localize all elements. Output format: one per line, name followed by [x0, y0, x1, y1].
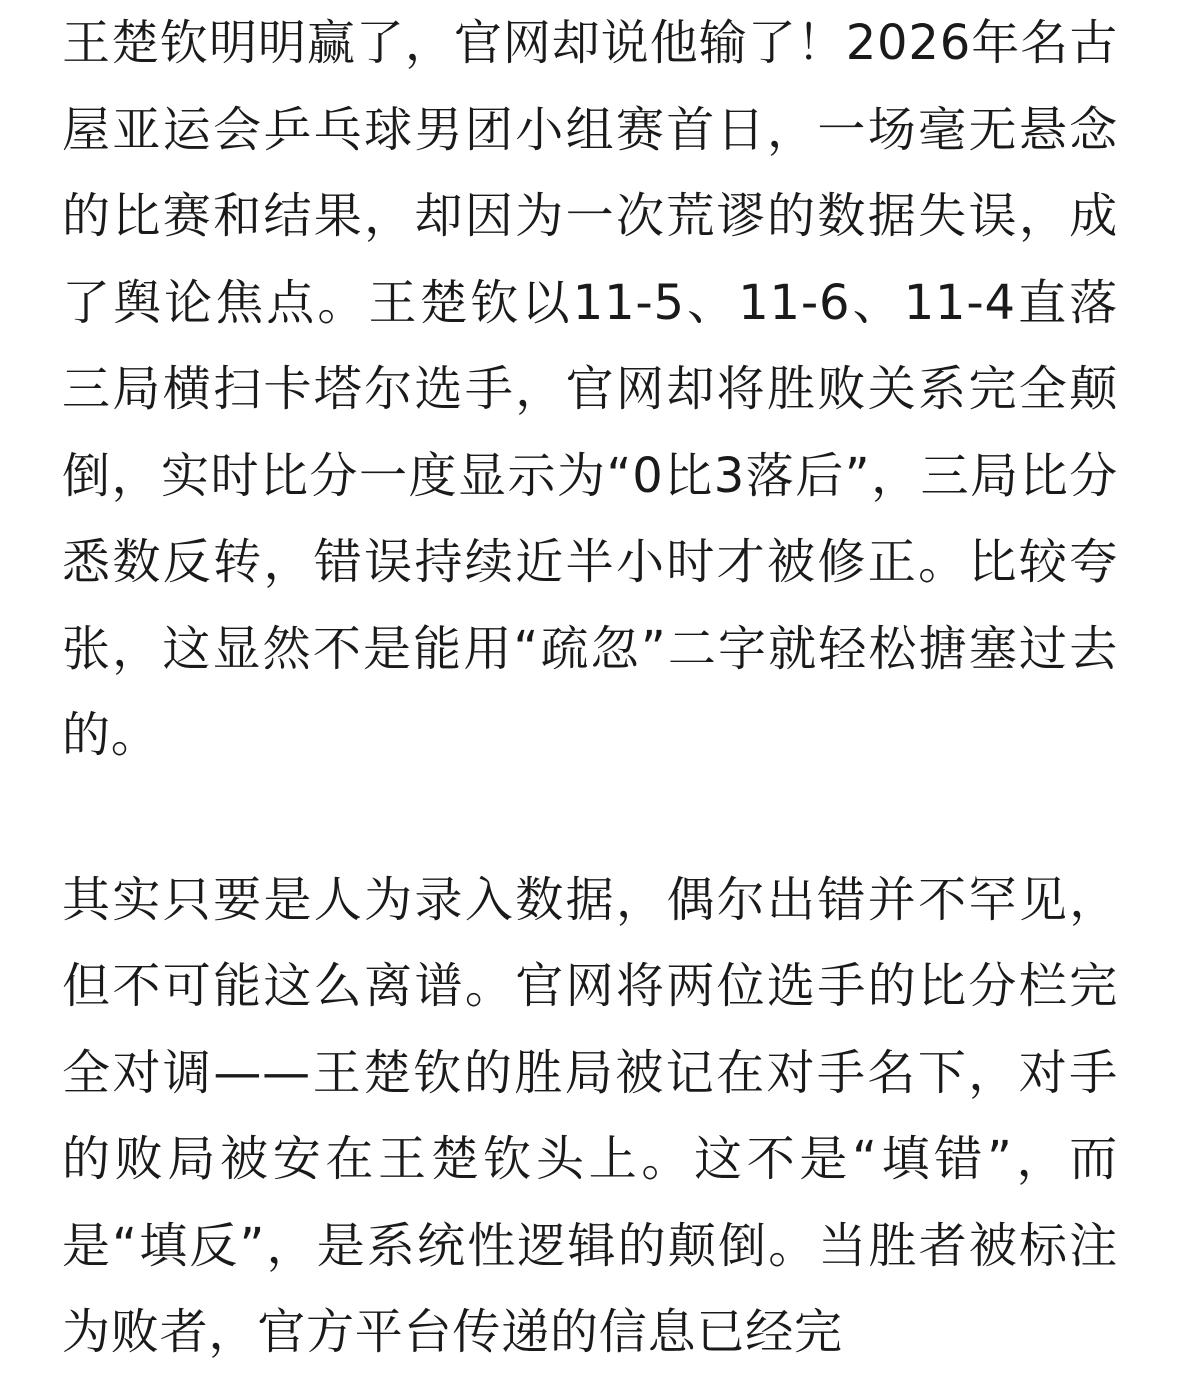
- article-body: [62, 0, 1118, 1376]
- article-paragraph: 王楚钦明明赢了，官网却说他输了！2026年名古屋亚运会乒乓球男团小组赛首日，一场毫无悬念的比赛和结果，却因为一次荒谬的数据失误，成了舆论焦点。王楚钦以11-5、11-6、11-4直落三局横扫卡塔尔选手，官网却将胜败关系完全颠倒，实时比分一度显示为“0比3落后”，三局比分悉数反转，错误持续近半小时才被修正。比较夸张，这显然不是能用“疏忽”二字就轻松搪塞过去的。: [62, 15, 1118, 763]
- article-paragraph: 其实只要是人为录入数据，偶尔出错并不罕见，但不可能这么离谱。官网将两位选手的比分栏完全对调——王楚钦的胜局被记在对手名下，对手的败局被安在王楚钦头上。这不是“填错”，而是“填反”，是系统性逻辑的颠倒。当胜者被标注为败者，官方平台传递的信息已经完: [62, 871, 1118, 1360]
